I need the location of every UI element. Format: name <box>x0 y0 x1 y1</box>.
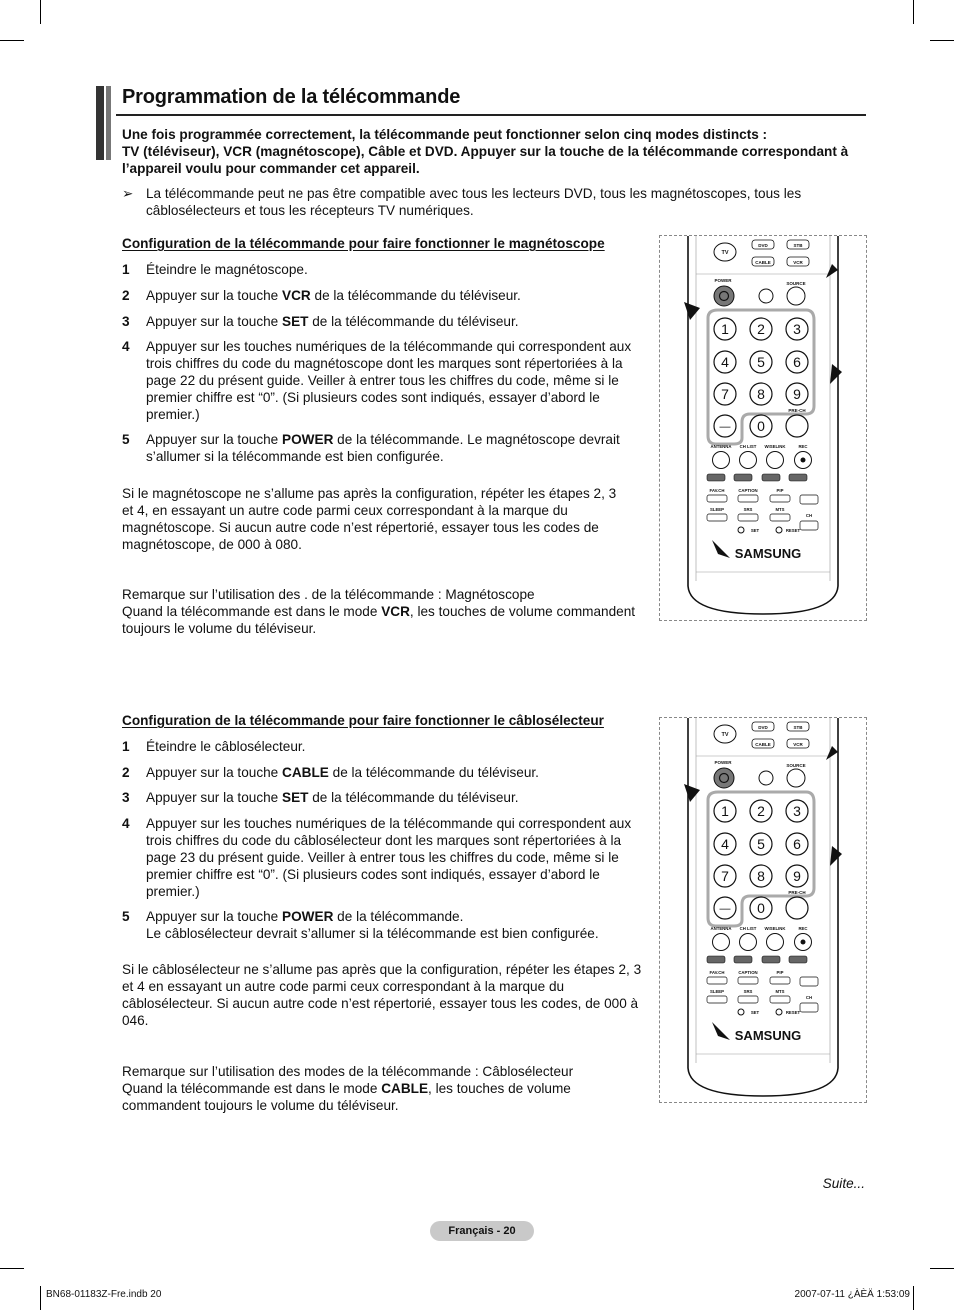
step-text: Appuyer sur la touche POWER de la télécommande. Le câblosélecteur devrait s’allumer si la télécommande est bien configurée. <box>146 909 599 941</box>
wiselink-button <box>767 934 784 951</box>
step <box>122 313 642 330</box>
vcr-section-heading: Configuration de la télécommande pour faire fonctionner le magnétoscope <box>122 236 605 251</box>
step-number: 5 <box>122 909 130 924</box>
digit-label: 9 <box>793 386 801 402</box>
step-number: 4 <box>122 816 130 831</box>
step-text: Éteindre le magnétoscope. <box>146 262 308 277</box>
footer-timestamp: 2007-07-11 ¿ÀÈÄ 1:53:09 <box>794 1289 910 1300</box>
rec-dot <box>801 940 806 945</box>
step-text: Éteindre le câblosélecteur. <box>146 739 306 754</box>
title-decor-bar <box>106 86 111 160</box>
step <box>122 908 642 942</box>
color-key <box>789 474 807 481</box>
step-text: Appuyer sur la touche VCR de la télécommande du téléviseur. <box>146 288 521 303</box>
vcr-button-label: VCR <box>793 260 803 265</box>
caption-button <box>738 977 758 984</box>
step-text: Appuyer sur la touche CABLE de la télécommande du téléviseur. <box>146 765 539 780</box>
note-line: câblosélecteurs et tous les récepteurs TV numériques. <box>146 203 474 218</box>
mts-label: MTS <box>775 989 785 994</box>
remark-text: Quand la télécommande est dans le mode CABLE, les touches de volume commandent toujours le volume du téléviseur. <box>122 1081 571 1113</box>
pip-label: PIP <box>776 488 784 493</box>
digit-label: 8 <box>757 868 765 884</box>
step <box>122 789 642 806</box>
step <box>122 287 642 304</box>
cable-button-label: CABLE <box>755 260 771 265</box>
channel-up-button <box>800 977 818 986</box>
pip-button <box>770 495 790 502</box>
step-number: 2 <box>122 765 130 780</box>
title-decor-bar <box>96 86 104 160</box>
digit-label: 6 <box>793 836 801 852</box>
digit-label: 4 <box>721 354 729 370</box>
source-button <box>787 287 805 305</box>
reset-label: RESET <box>785 1010 801 1015</box>
rec-dot <box>801 458 806 463</box>
dvd-button-label: DVD <box>758 243 768 248</box>
step-text: Appuyer sur la touche SET de la télécommande du téléviseur. <box>146 790 519 805</box>
step-number: 4 <box>122 339 130 354</box>
sleep-label: SLEEP <box>709 507 725 512</box>
remote-control-image <box>660 236 866 620</box>
caption-label: CAPTION <box>738 970 758 975</box>
srs-button <box>738 514 758 521</box>
prech-button <box>786 897 808 919</box>
wiselink-label: WISELINK <box>764 444 786 449</box>
color-key <box>734 956 752 963</box>
srs-label: SRS <box>743 507 753 512</box>
page-title: Programmation de la télécommande <box>122 86 461 108</box>
step-text: Appuyer sur les touches numériques de la télécommande qui correspondent aux trois chiffres du code du magnétoscope dont les marques sont répertoriées à la page 22 du présent guide. Veiller à entrer tous les chiffres du code, même si le premier chiffre est “0”. (Si plusieurs codes sont indiqués, essayer d’abord le premier.) <box>146 339 632 422</box>
intro-line: Une fois programmée correctement, la télécommande peut fonctionner selon cinq modes distincts : <box>122 127 768 142</box>
channel-down-button <box>800 521 818 530</box>
sleep-label: SLEEP <box>709 989 725 994</box>
digit-label: 7 <box>721 868 729 884</box>
remote-control-image <box>660 718 866 1102</box>
cable-fallback-paragraph: Si le câblosélecteur ne s’allume pas après que la configuration, répéter les étapes 2, 3 et 4 en essayant un autre code parmi ceux correspondant à la marque du câblosélecteur. Si aucun autre code n’est répertorié, essayer tous les codes, de 000 à 046. <box>122 962 642 1028</box>
ch-label: CH <box>805 995 813 1000</box>
caption-label: CAPTION <box>738 488 758 493</box>
continued-label: Suite... <box>822 1176 865 1191</box>
reset-button <box>776 527 782 533</box>
digit-label: 1 <box>721 803 729 819</box>
reset-label: RESET <box>785 528 801 533</box>
vcr-remark <box>122 586 647 637</box>
step <box>122 815 642 900</box>
title-rule <box>116 114 866 116</box>
note-line: La télécommande peut ne pas être compatible avec tous les lecteurs DVD, tous les magnétoscopes, tous les <box>146 186 802 201</box>
tv-button-label: TV <box>721 732 729 738</box>
mts-button <box>770 514 790 521</box>
power-label: POWER <box>714 760 732 765</box>
channel-up-button <box>800 495 818 504</box>
step <box>122 764 642 781</box>
footer-file-info: BN68-01183Z-Fre.indb 20 <box>46 1289 162 1300</box>
digit-label: 3 <box>793 803 801 819</box>
source-button <box>787 769 805 787</box>
favch-label: FAV.CH <box>709 970 725 975</box>
reset-button <box>776 1009 782 1015</box>
channel-down-button <box>800 1003 818 1012</box>
dash-label: — <box>719 421 731 433</box>
crop-mark <box>0 40 24 41</box>
dash-label: — <box>719 903 731 915</box>
power-label: POWER <box>714 278 732 283</box>
zero-label: 0 <box>757 418 765 434</box>
chlist-label: CH LIST <box>739 926 757 931</box>
set-button <box>738 1009 744 1015</box>
compat-note <box>122 185 822 219</box>
chlist-label: CH LIST <box>739 444 757 449</box>
step-text: Appuyer sur les touches numériques de la télécommande qui correspondent aux trois chiffres du code du câblosélecteur dont les marques sont répertoriées à la page 23 du présent guide. Veiller à entrer tous les chiffres du code, même si le premier chiffre est “0”. (Si plusieurs codes sont indiqués, essayer d’abord le premier.) <box>146 816 632 899</box>
digit-label: 7 <box>721 386 729 402</box>
digit-label: 2 <box>757 321 765 337</box>
step-number: 3 <box>122 790 130 805</box>
cable-remark <box>122 1063 592 1114</box>
stb-button-label: STB <box>793 725 803 730</box>
pip-button <box>770 977 790 984</box>
color-key <box>734 474 752 481</box>
brand-logo: SAMSUNG <box>734 1028 802 1043</box>
step-number: 1 <box>122 262 130 277</box>
remark-heading: Remarque sur l’utilisation des . de la télécommande : Magnétoscope <box>122 587 535 602</box>
step <box>122 738 642 755</box>
color-key <box>762 474 780 481</box>
favch-label: FAV.CH <box>709 488 725 493</box>
source-label: SOURCE <box>786 281 806 286</box>
sleep-button <box>707 996 727 1003</box>
page-number-badge: Français - 20 <box>430 1221 534 1241</box>
caption-button <box>738 495 758 502</box>
pip-label: PIP <box>776 970 784 975</box>
crop-mark <box>930 1268 954 1269</box>
digit-label: 4 <box>721 836 729 852</box>
antenna-button <box>713 452 730 469</box>
wiselink-button <box>767 452 784 469</box>
remote-illustration-cable <box>659 717 867 1103</box>
antenna-label: ANTENNA <box>710 926 732 931</box>
srs-label: SRS <box>743 989 753 994</box>
prech-label: PRE-CH <box>788 890 806 895</box>
step-number: 1 <box>122 739 130 754</box>
srs-button <box>738 996 758 1003</box>
remote-illustration-vcr <box>659 235 867 621</box>
digit-label: 5 <box>757 836 765 852</box>
favch-button <box>707 495 727 502</box>
antenna-label: ANTENNA <box>710 444 732 449</box>
tv-button-label: TV <box>721 250 729 256</box>
ch-label: CH <box>805 513 813 518</box>
chlist-button <box>740 934 757 951</box>
zero-label: 0 <box>757 900 765 916</box>
color-key <box>707 956 725 963</box>
step-number: 3 <box>122 314 130 329</box>
crop-mark <box>913 0 914 24</box>
dvd-button-label: DVD <box>758 725 768 730</box>
set-label: SET <box>750 1010 760 1015</box>
step-text: Appuyer sur la touche SET de la télécommande du téléviseur. <box>146 314 519 329</box>
digit-label: 2 <box>757 803 765 819</box>
step-text: Appuyer sur la touche POWER de la télécommande. Le magnétoscope devrait s’allumer si la télécommande est bien configurée. <box>146 432 620 464</box>
intro-line: l’appareil voulu pour commander cet appareil. <box>122 161 420 176</box>
mts-label: MTS <box>775 507 785 512</box>
power-button <box>714 768 734 788</box>
intro-text <box>122 126 867 177</box>
digit-label: 9 <box>793 868 801 884</box>
sleep-button <box>707 514 727 521</box>
chlist-button <box>740 452 757 469</box>
rec-label: REC <box>798 444 808 449</box>
crop-mark <box>0 1268 24 1269</box>
crop-mark <box>40 0 41 24</box>
intro-line: TV (téléviseur), VCR (magnétoscope), Câble et DVD. Appuyer sur la touche de la télécommande correspondant à <box>122 144 849 159</box>
step <box>122 261 642 278</box>
color-key <box>707 474 725 481</box>
crop-mark <box>913 1286 914 1310</box>
set-button <box>738 527 744 533</box>
brand-logo: SAMSUNG <box>734 546 802 561</box>
step-number: 5 <box>122 432 130 447</box>
light-button <box>759 289 773 303</box>
digit-label: 5 <box>757 354 765 370</box>
digit-label: 3 <box>793 321 801 337</box>
set-label: SET <box>750 528 760 533</box>
digit-label: 8 <box>757 386 765 402</box>
remark-text: Quand la télécommande est dans le mode VCR, les touches de volume commandent toujours le volume du téléviseur. <box>122 604 636 636</box>
digit-label: 1 <box>721 321 729 337</box>
cable-section-heading: Configuration de la télécommande pour faire fonctionner le câblosélecteur <box>122 713 604 728</box>
step <box>122 431 642 465</box>
favch-button <box>707 977 727 984</box>
crop-mark <box>40 1286 41 1310</box>
power-button <box>714 286 734 306</box>
light-button <box>759 771 773 785</box>
stb-button-label: STB <box>793 243 803 248</box>
mts-button <box>770 996 790 1003</box>
cable-button-label: CABLE <box>755 742 771 747</box>
crop-mark <box>930 40 954 41</box>
rec-label: REC <box>798 926 808 931</box>
arrow-icon: ➢ <box>122 186 134 201</box>
vcr-fallback-paragraph: Si le magnétoscope ne s’allume pas après la configuration, répéter les étapes 2, 3 et 4, en essayant un autre code parmi ceux correspondant à la marque du magnétoscope. Si aucun autre code n’est répertorié, essayer tous les codes de magnétoscope, de 000 à 080. <box>122 486 617 552</box>
step-number: 2 <box>122 288 130 303</box>
digit-label: 6 <box>793 354 801 370</box>
prech-label: PRE-CH <box>788 408 806 413</box>
remark-heading: Remarque sur l’utilisation des modes de la télécommande : Câblosélecteur <box>122 1064 574 1079</box>
vcr-button-label: VCR <box>793 742 803 747</box>
color-key <box>789 956 807 963</box>
source-label: SOURCE <box>786 763 806 768</box>
step <box>122 338 642 423</box>
color-key <box>762 956 780 963</box>
antenna-button <box>713 934 730 951</box>
prech-button <box>786 415 808 437</box>
wiselink-label: WISELINK <box>764 926 786 931</box>
